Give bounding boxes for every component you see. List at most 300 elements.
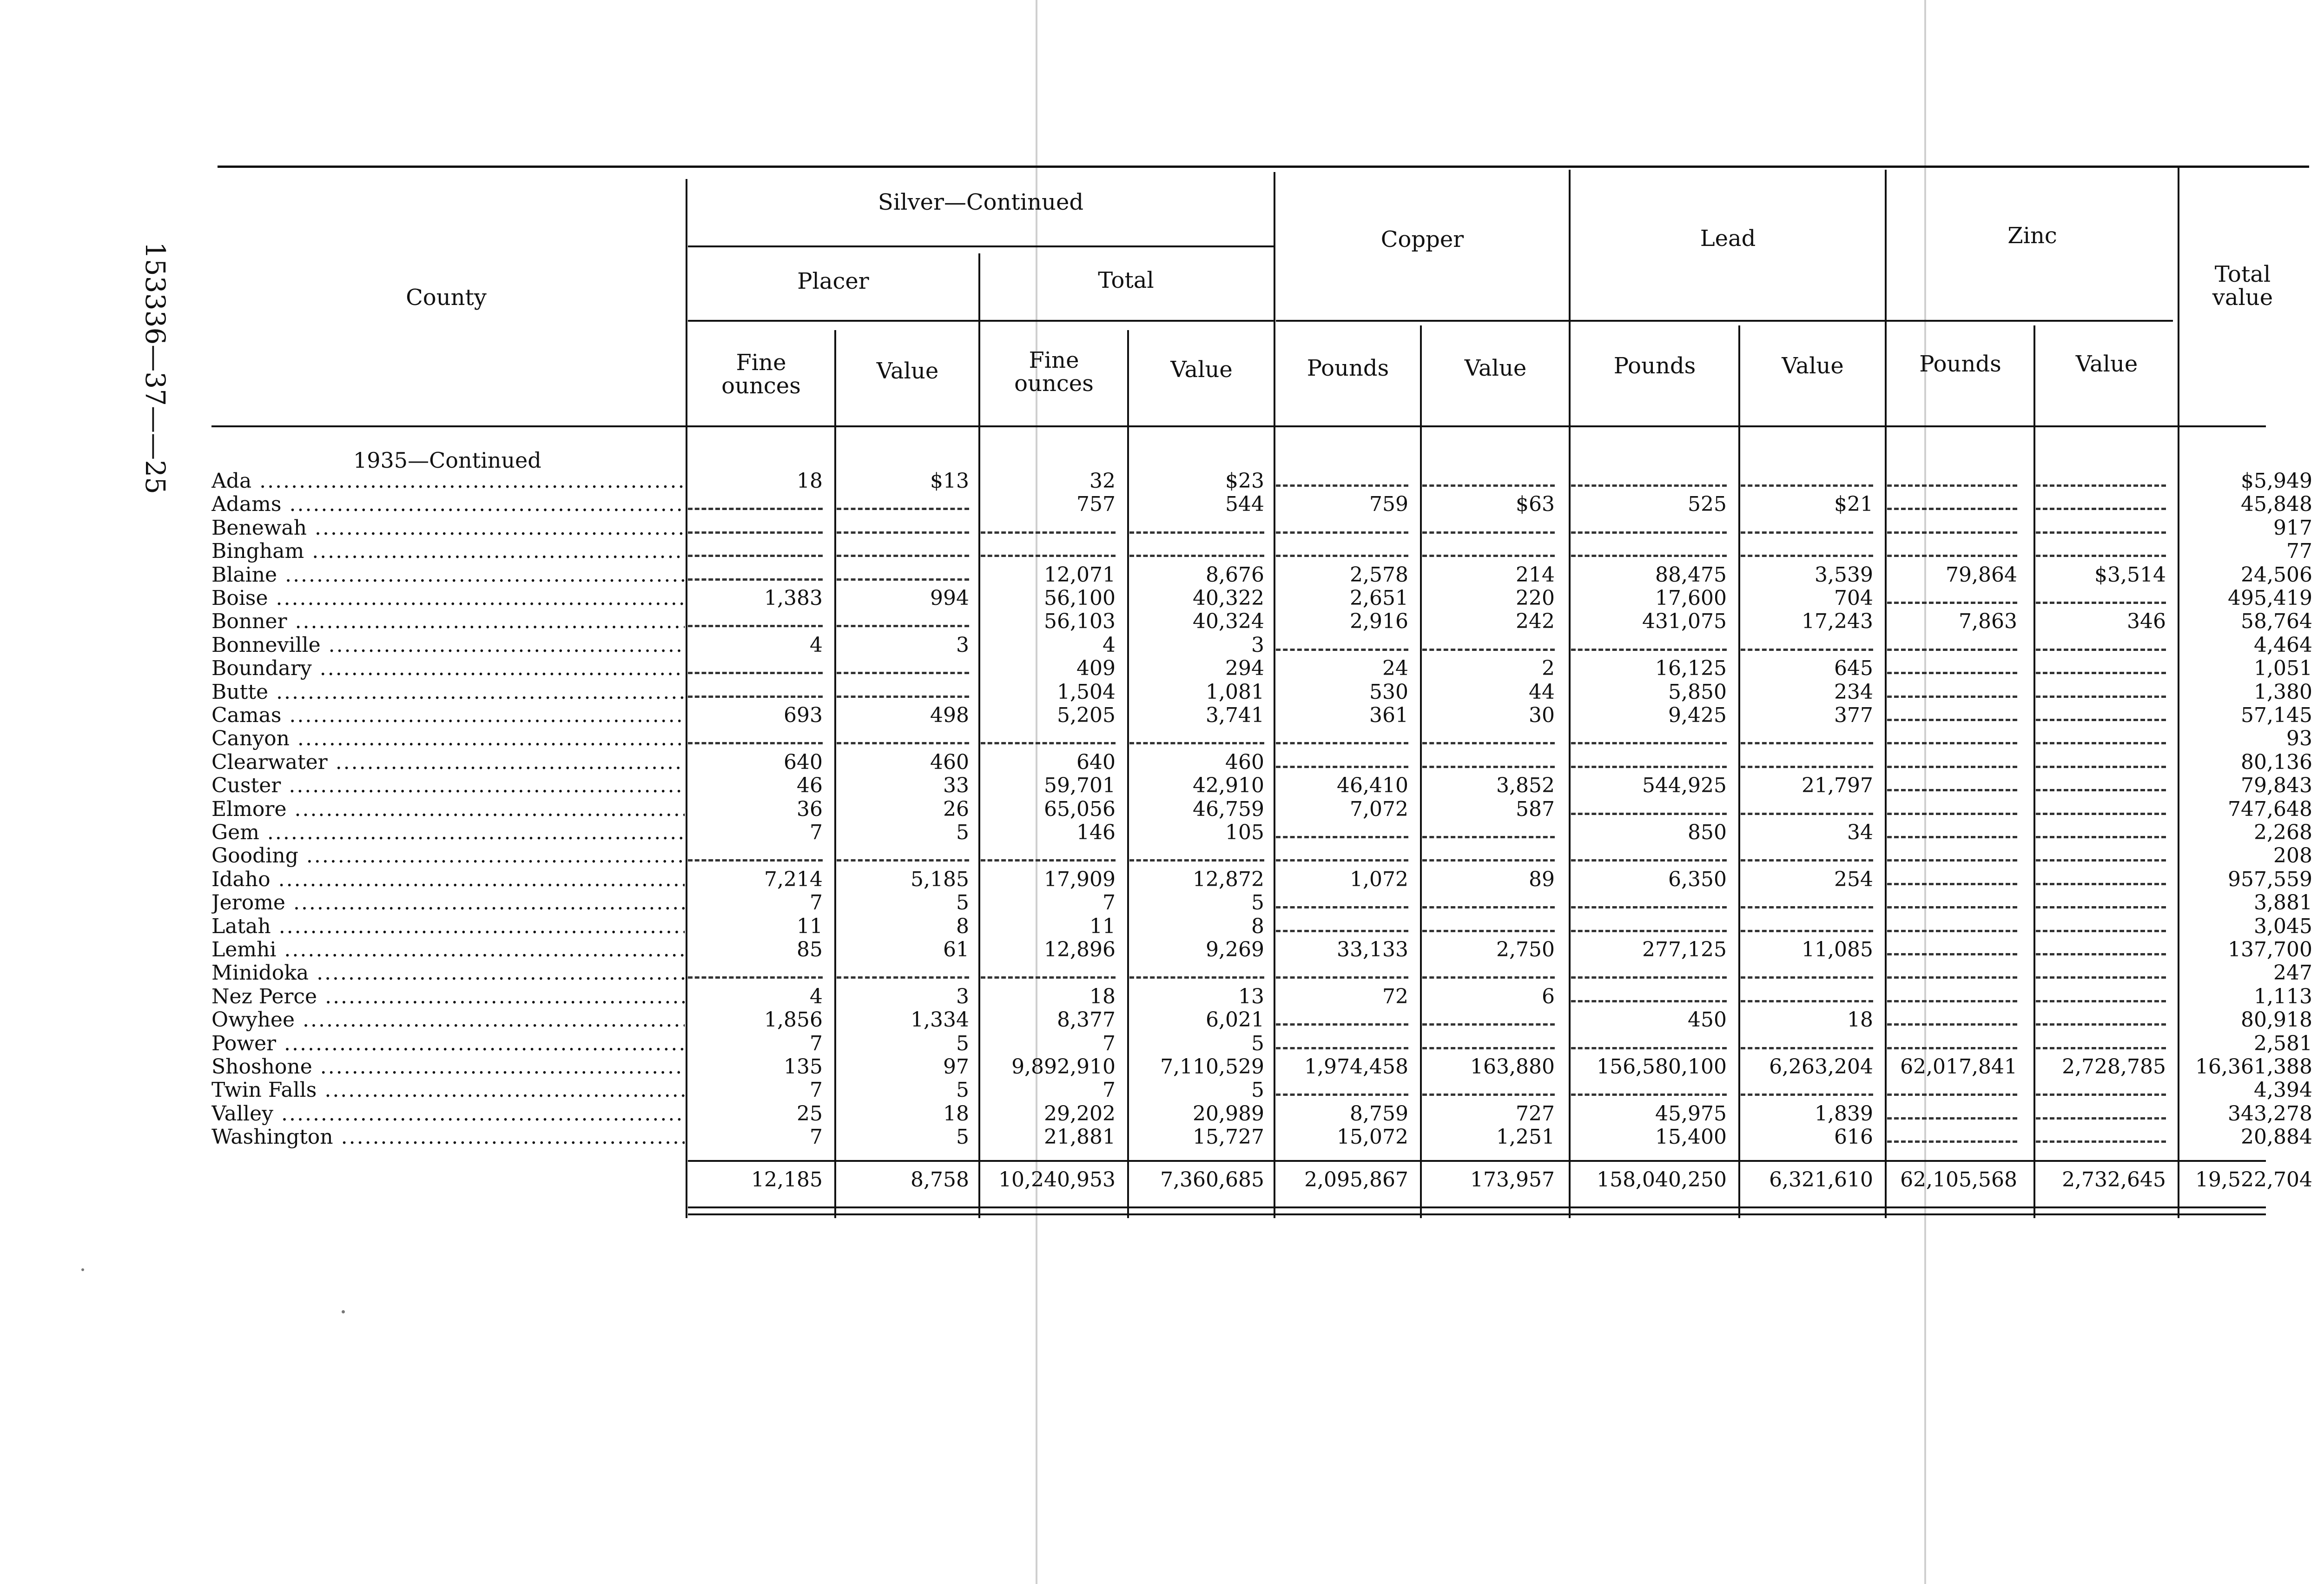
empty-cell-leader (688, 578, 823, 581)
county-name: Jerome ..... (211, 891, 685, 915)
empty-cell-leader (1571, 859, 1727, 862)
copper-pounds-cell: 361 (1369, 703, 1408, 727)
empty-cell-leader (2036, 484, 2166, 487)
totals-bottom-rule (688, 1213, 2266, 1215)
total-value-cell: 8 (1251, 915, 1264, 938)
placer-fine-ounces-cell: 7 (810, 821, 823, 844)
total-value-cell: 5 (1251, 891, 1264, 915)
grand-total-value-cell: 247 (2273, 961, 2312, 985)
column-rule (1885, 170, 1887, 1218)
empty-cell-leader (1571, 813, 1727, 815)
zinc-pounds-cell: 62,017,841 (1900, 1055, 2017, 1079)
placer-fine-ounces-cell: 7 (810, 1032, 823, 1055)
empty-cell-leader (1741, 531, 1873, 534)
empty-cell-leader (2036, 906, 2166, 908)
header-fine-line2: ounces (1014, 371, 1094, 397)
placer-fine-ounces-cell: 1,383 (764, 586, 823, 610)
copper-value-cell: 2,750 (1496, 938, 1555, 961)
placer-fine-ounces-cell: 1,856 (764, 1008, 823, 1032)
header-copper-value: Value (1464, 355, 1527, 381)
empty-cell-leader (837, 531, 969, 534)
header-copper-pounds: Pounds (1307, 355, 1389, 381)
empty-cell-leader (1422, 531, 1555, 534)
grand-total-value-cell: 747,648 (2228, 797, 2312, 821)
lead-pounds-cell: 431,075 (1642, 610, 1727, 633)
county-name: Lemhi ..... (211, 938, 685, 961)
zinc-pounds-total: 62,105,568 (1900, 1168, 2017, 1192)
placer-value-cell: 1,334 (911, 1008, 969, 1032)
copper-pounds-cell: 46,410 (1337, 774, 1408, 797)
total-value-cell: 5 (1251, 1032, 1264, 1055)
empty-cell-leader (1887, 1047, 2017, 1049)
header-total-value-line2: value (2212, 285, 2273, 311)
total-value-cell: 42,910 (1193, 774, 1264, 797)
empty-cell-leader (1276, 906, 1408, 908)
total-fine-ounces-cell: 59,701 (1044, 774, 1116, 797)
header-total-fine-ounces (981, 349, 1127, 396)
empty-cell-leader (2036, 672, 2166, 674)
empty-cell-leader (1741, 906, 1873, 908)
subgroup-rule (1276, 320, 2173, 322)
grand-total-value-cell: 1,113 (2254, 985, 2312, 1008)
grand-total-value-cell: $5,949 (2241, 469, 2312, 493)
empty-cell-leader (2036, 883, 2166, 885)
copper-value-cell: $63 (1516, 492, 1555, 516)
column-rule (2178, 167, 2179, 1218)
empty-cell-leader (1741, 1047, 1873, 1049)
lead-pounds-cell: 16,125 (1655, 656, 1727, 680)
header-bottom-rule (211, 425, 2266, 427)
total-fine-ounces-cell: 640 (1076, 750, 1116, 774)
empty-cell-leader (1887, 766, 2017, 768)
year-label: 1935—Continued (353, 448, 541, 473)
zinc-pounds-cell: 79,864 (1946, 563, 2017, 587)
empty-cell-leader (1887, 906, 2017, 908)
empty-cell-leader (1129, 555, 1264, 557)
empty-cell-leader (1276, 555, 1408, 557)
county-name: Benewah ..... (211, 517, 685, 540)
total-value-cell: 294 (1225, 656, 1264, 680)
copper-pounds-cell: 7,072 (1350, 797, 1408, 821)
county-name: Gooding ..... (211, 844, 685, 868)
empty-cell-leader (1422, 976, 1555, 979)
column-rule (1569, 170, 1571, 1218)
empty-cell-leader (1887, 836, 2017, 838)
empty-cell-leader (688, 625, 823, 627)
empty-cell-leader (1422, 1047, 1555, 1049)
empty-cell-leader (1422, 1094, 1555, 1096)
empty-cell-leader (1741, 859, 1873, 862)
county-name: Washington ..... (211, 1126, 685, 1149)
empty-cell-leader (1571, 531, 1727, 534)
total-value-cell: 8,676 (1206, 563, 1264, 587)
grand-total-value-cell: 495,419 (2228, 586, 2312, 610)
empty-cell-leader (1422, 766, 1555, 768)
total-value-cell: 1,081 (1206, 680, 1264, 704)
empty-cell-leader (688, 742, 823, 744)
empty-cell-leader (1276, 531, 1408, 534)
county-name: Power ..... (211, 1032, 685, 1055)
empty-cell-leader (837, 859, 969, 862)
copper-value-cell: 220 (1516, 586, 1555, 610)
total-value-cell: 3,741 (1206, 703, 1264, 727)
column-rule (686, 179, 687, 1218)
placer-value-cell: 994 (930, 586, 969, 610)
placer-fine-ounces-cell: 18 (797, 469, 823, 493)
placer-fine-ounces-cell: 11 (797, 915, 823, 938)
empty-cell-leader (1887, 930, 2017, 932)
placer-fine-ounces-cell: 640 (784, 750, 823, 774)
empty-cell-leader (2036, 930, 2166, 932)
county-name: Clearwater ..... (211, 751, 685, 774)
empty-cell-leader (1276, 1047, 1408, 1049)
placer-value-cell: 5 (956, 1125, 969, 1149)
empty-cell-leader (1741, 1000, 1873, 1002)
header-placer: Placer (797, 268, 869, 294)
placer-value-cell: 18 (943, 1102, 969, 1126)
total-fine-ounces-cell: 5,205 (1057, 703, 1116, 727)
placer-fine-ounces-cell: 7 (810, 1125, 823, 1149)
lead-pounds-cell: 17,600 (1655, 586, 1727, 610)
total-fine-ounces-cell: 18 (1089, 985, 1116, 1008)
empty-cell-leader (1571, 649, 1727, 651)
lead-pounds-cell: 15,400 (1655, 1125, 1727, 1149)
lead-value-cell: 34 (1847, 821, 1873, 844)
empty-cell-leader (981, 742, 1116, 744)
placer-value-cell: 8 (956, 915, 969, 938)
header-placer-fine-ounces (688, 351, 834, 398)
placer-fine-ounces-cell: 4 (810, 633, 823, 657)
total-fine-ounces-cell: 757 (1076, 492, 1116, 516)
total-fine-ounces-cell: 56,103 (1044, 610, 1116, 633)
total-fine-ounces-cell: 9,892,910 (1011, 1055, 1116, 1079)
placer-fine-ounces-cell: 7,214 (764, 868, 823, 891)
total-fine-ounces-cell: 7 (1103, 1032, 1116, 1055)
placer-fine-ounces-cell: 85 (797, 938, 823, 961)
header-total-value (2180, 263, 2305, 310)
total-fine-ounces-cell: 29,202 (1044, 1102, 1116, 1126)
zinc-pounds-cell: 7,863 (1959, 610, 2017, 633)
county-name: Boise ..... (211, 587, 685, 610)
total-value-cell: 40,324 (1193, 610, 1264, 633)
lead-pounds-cell: 544,925 (1642, 774, 1727, 797)
empty-cell-leader (1571, 976, 1727, 979)
total-fine-ounces-cell: 12,896 (1044, 938, 1116, 961)
lead-pounds-cell: 45,975 (1655, 1102, 1727, 1126)
lead-value-cell: $21 (1834, 492, 1873, 516)
county-name: Bingham ..... (211, 540, 685, 563)
header-copper: Copper (1380, 226, 1464, 252)
empty-cell-leader (981, 531, 1116, 534)
total-value-cell: 6,021 (1206, 1008, 1264, 1032)
total-value-cell: 12,872 (1193, 868, 1264, 891)
empty-cell-leader (1571, 555, 1727, 557)
total-fine-ounces-cell: 1,504 (1057, 680, 1116, 704)
placer-fine-ounces-cell: 46 (797, 774, 823, 797)
grand-total-value-cell: 79,843 (2241, 774, 2312, 797)
total-fine-ounces-cell: 409 (1076, 656, 1116, 680)
placer-value-cell: 26 (943, 797, 969, 821)
empty-cell-leader (688, 696, 823, 698)
grand-total-value-cell: 80,136 (2241, 750, 2312, 774)
empty-cell-leader (688, 976, 823, 979)
county-name: Butte ..... (211, 681, 685, 704)
subgroup-rule (688, 320, 1274, 322)
grand-total-value-cell: 80,918 (2241, 1008, 2312, 1032)
empty-cell-leader (837, 742, 969, 744)
silver-group-rule (688, 245, 1274, 247)
county-name: Valley ..... (211, 1102, 685, 1126)
lead-value-cell: 6,263,204 (1769, 1055, 1873, 1079)
empty-cell-leader (688, 508, 823, 510)
placer-value-cell: 33 (943, 774, 969, 797)
empty-cell-leader (1741, 555, 1873, 557)
grand-total-value-cell: 1,051 (2254, 656, 2312, 680)
empty-cell-leader (1129, 531, 1264, 534)
copper-pounds-cell: 1,072 (1350, 868, 1408, 891)
lead-value-cell: 616 (1834, 1125, 1873, 1149)
lead-value-total: 6,321,610 (1769, 1168, 1873, 1192)
copper-pounds-cell: 2,916 (1350, 610, 1408, 633)
empty-cell-leader (1887, 813, 2017, 815)
empty-cell-leader (1571, 906, 1727, 908)
copper-pounds-cell: 24 (1382, 656, 1408, 680)
empty-cell-leader (2036, 742, 2166, 744)
placer-value-cell: 5 (956, 821, 969, 844)
copper-value-cell: 6 (1542, 985, 1555, 1008)
empty-cell-leader (1276, 859, 1408, 862)
empty-cell-leader (1887, 789, 2017, 791)
total-value-cell: 13 (1238, 985, 1264, 1008)
empty-cell-leader (1741, 1094, 1873, 1096)
empty-cell-leader (2036, 1140, 2166, 1143)
total-fine-ounces-cell: 8,377 (1057, 1008, 1116, 1032)
grand-total-value-cell: 57,145 (2241, 703, 2312, 727)
empty-cell-leader (2036, 976, 2166, 979)
empty-cell-leader (2036, 719, 2166, 721)
placer-value-cell: 5 (956, 1032, 969, 1055)
lead-pounds-cell: 156,580,100 (1597, 1055, 1727, 1079)
empty-cell-leader (2036, 836, 2166, 838)
copper-pounds-cell: 2,578 (1350, 563, 1408, 587)
empty-cell-leader (981, 859, 1116, 862)
lead-pounds-cell: 525 (1688, 492, 1727, 516)
lead-pounds-cell: 5,850 (1668, 680, 1727, 704)
copper-pounds-cell: 759 (1369, 492, 1408, 516)
lead-value-cell: 3,539 (1815, 563, 1873, 587)
placer-value-cell: 61 (943, 938, 969, 961)
lead-pounds-cell: 277,125 (1642, 938, 1727, 961)
total-value-cell: 105 (1225, 821, 1264, 844)
grand-total-value-cell: 343,278 (2228, 1102, 2312, 1126)
empty-cell-leader (1887, 696, 2017, 698)
placer-value-cell: 3 (956, 985, 969, 1008)
grand-total-value-cell: 45,848 (2241, 492, 2312, 516)
total-fine-ounces-cell: 32 (1089, 469, 1116, 493)
empty-cell-leader (837, 696, 969, 698)
column-rule (1274, 172, 1275, 1218)
county-name: Boundary ..... (211, 657, 685, 680)
county-name: Nez Perce ..... (211, 985, 685, 1008)
empty-cell-leader (2036, 1094, 2166, 1096)
empty-cell-leader (2036, 649, 2166, 651)
total-value-cell: 20,989 (1193, 1102, 1264, 1126)
column-rule (1420, 325, 1422, 1218)
empty-cell-leader (1741, 813, 1873, 815)
placer-fine-ounces-cell: 135 (784, 1055, 823, 1079)
header-total-value-sub: Value (1170, 357, 1233, 383)
empty-cell-leader (2036, 1000, 2166, 1002)
zinc-value-total: 2,732,645 (2062, 1168, 2166, 1192)
paper-speck (81, 1268, 84, 1271)
placer-value-cell: 5 (956, 891, 969, 915)
empty-cell-leader (1887, 672, 2017, 674)
placer-value-cell: 5 (956, 1078, 969, 1102)
empty-cell-leader (1276, 766, 1408, 768)
empty-cell-leader (1422, 649, 1555, 651)
column-rule (2034, 325, 2035, 1218)
empty-cell-leader (1887, 555, 2017, 557)
grand-total-value-cell: 77 (2286, 539, 2312, 563)
county-name: Ada ..... (211, 470, 685, 493)
empty-cell-leader (2036, 508, 2166, 510)
total-fine-ounces-cell: 7 (1103, 891, 1116, 915)
empty-cell-leader (1741, 930, 1873, 932)
empty-cell-leader (1887, 883, 2017, 885)
header-lead-value: Value (1782, 353, 1844, 379)
county-name: Shoshone ..... (211, 1055, 685, 1079)
empty-cell-leader (1276, 1023, 1408, 1026)
total-fine-ounces-total: 10,240,953 (998, 1168, 1116, 1192)
empty-cell-leader (1887, 1117, 2017, 1120)
county-name: Blaine ..... (211, 563, 685, 587)
county-name: Canyon ..... (211, 727, 685, 750)
total-fine-ounces-cell: 146 (1076, 821, 1116, 844)
empty-cell-leader (1741, 766, 1873, 768)
county-name: Owyhee ..... (211, 1008, 685, 1032)
county-name: Minidoka ..... (211, 961, 685, 985)
placer-fine-ounces-cell: 36 (797, 797, 823, 821)
total-value-total: 7,360,685 (1160, 1168, 1264, 1192)
county-name: Latah ..... (211, 915, 685, 938)
table-top-rule (218, 166, 2309, 168)
zinc-value-cell: 346 (2127, 610, 2166, 633)
total-value-cell: 15,727 (1193, 1125, 1264, 1149)
empty-cell-leader (1129, 742, 1264, 744)
empty-cell-leader (1276, 742, 1408, 744)
header-lead-pounds: Pounds (1613, 353, 1696, 379)
empty-cell-leader (837, 625, 969, 627)
lead-pounds-total: 158,040,250 (1597, 1168, 1727, 1192)
empty-cell-leader (2036, 813, 2166, 815)
grand-total-value-cell: 2,581 (2254, 1032, 2312, 1055)
total-value-cell: 9,269 (1206, 938, 1264, 961)
lead-value-cell: 11,085 (1802, 938, 1873, 961)
empty-cell-leader (1276, 976, 1408, 979)
header-zinc-pounds: Pounds (1919, 351, 2001, 377)
grand-total-value-cell: 208 (2273, 844, 2312, 868)
empty-cell-leader (1422, 555, 1555, 557)
copper-value-cell: 587 (1516, 797, 1555, 821)
placer-fine-ounces-cell: 7 (810, 1078, 823, 1102)
total-value-cell: 40,322 (1193, 586, 1264, 610)
empty-cell-leader (688, 531, 823, 534)
copper-value-cell: 89 (1529, 868, 1555, 891)
empty-cell-leader (1276, 836, 1408, 838)
county-name: Gem ..... (211, 821, 685, 844)
lead-pounds-cell: 9,425 (1668, 703, 1727, 727)
empty-cell-leader (1571, 1000, 1727, 1002)
empty-cell-leader (1741, 649, 1873, 651)
empty-cell-leader (1571, 1047, 1727, 1049)
empty-cell-leader (1741, 484, 1873, 487)
placer-fine-ounces-cell: 25 (797, 1102, 823, 1126)
county-name: Twin Falls ..... (211, 1079, 685, 1102)
empty-cell-leader (981, 976, 1116, 979)
lead-pounds-cell: 450 (1688, 1008, 1727, 1032)
placer-value-total: 8,758 (911, 1168, 969, 1192)
placer-value-cell: $13 (930, 469, 969, 493)
county-name: Bonneville ..... (211, 634, 685, 657)
empty-cell-leader (1741, 976, 1873, 979)
grand-total-value-total: 19,522,704 (2195, 1168, 2312, 1192)
total-value-cell: 460 (1225, 750, 1264, 774)
grand-total-value-cell: 137,700 (2228, 938, 2312, 961)
lead-value-cell: 17,243 (1802, 610, 1873, 633)
zinc-value-cell: $3,514 (2094, 563, 2166, 587)
header-fine-line1: Fine (1029, 347, 1079, 373)
total-fine-ounces-cell: 17,909 (1044, 868, 1116, 891)
grand-total-value-cell: 957,559 (2228, 868, 2312, 891)
grand-total-value-cell: 1,380 (2254, 680, 2312, 704)
placer-fine-ounces-cell: 7 (810, 891, 823, 915)
county-name: Bonner ..... (211, 610, 685, 633)
placer-value-cell: 5,185 (911, 868, 969, 891)
empty-cell-leader (2036, 1047, 2166, 1049)
paper-speck (342, 1310, 345, 1313)
header-fine-line1: Fine (736, 350, 786, 376)
empty-cell-leader (981, 555, 1116, 557)
empty-cell-leader (2036, 789, 2166, 791)
grand-total-value-cell: 24,506 (2241, 563, 2312, 587)
empty-cell-leader (688, 672, 823, 674)
empty-cell-leader (1276, 484, 1408, 487)
column-rule (1127, 330, 1129, 1218)
empty-cell-leader (1276, 930, 1408, 932)
copper-value-cell: 30 (1529, 703, 1555, 727)
grand-total-value-cell: 3,045 (2254, 915, 2312, 938)
copper-pounds-cell: 2,651 (1350, 586, 1408, 610)
total-fine-ounces-cell: 12,071 (1044, 563, 1116, 587)
total-fine-ounces-cell: 56,100 (1044, 586, 1116, 610)
header-zinc-value: Value (2075, 351, 2138, 377)
lead-pounds-cell: 6,350 (1668, 868, 1727, 891)
empty-cell-leader (2036, 953, 2166, 955)
empty-cell-leader (1422, 930, 1555, 932)
header-county: County (406, 285, 487, 311)
empty-cell-leader (1422, 484, 1555, 487)
header-fine-line2: ounces (721, 373, 801, 399)
lead-pounds-cell: 850 (1688, 821, 1727, 844)
total-value-cell: 7,110,529 (1160, 1055, 1264, 1079)
copper-pounds-cell: 15,072 (1337, 1125, 1408, 1149)
empty-cell-leader (1887, 1094, 2017, 1096)
county-name: Camas ..... (211, 704, 685, 727)
grand-total-value-cell: 16,361,388 (2195, 1055, 2312, 1079)
total-fine-ounces-cell: 11 (1089, 915, 1116, 938)
empty-cell-leader (1887, 484, 2017, 487)
empty-cell-leader (1571, 1094, 1727, 1096)
